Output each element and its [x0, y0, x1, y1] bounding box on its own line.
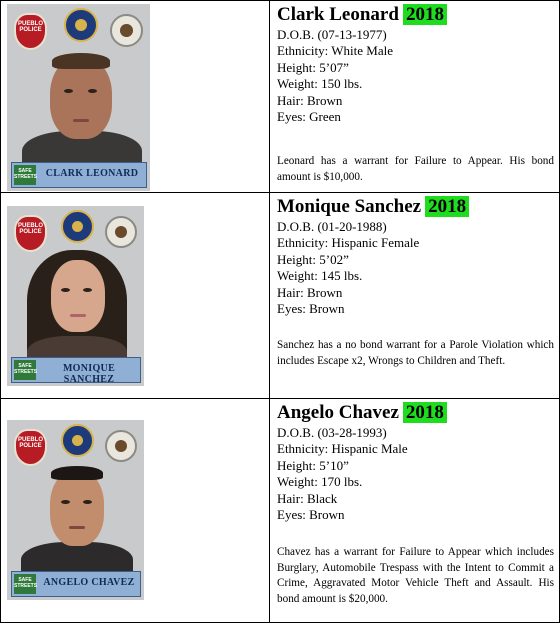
dob: D.O.B. (03-28-1993)	[277, 425, 387, 440]
weight: Weight: 170 lbs.	[277, 474, 363, 490]
year-highlight: 2018	[403, 402, 447, 423]
info-cell	[271, 193, 559, 398]
us-marshals-seal-icon	[105, 216, 137, 248]
photo-cell	[1, 1, 270, 192]
dob: D.O.B. (07-13-1977)	[277, 27, 387, 42]
safe-streets-logo-icon: SAFE STREETS	[14, 360, 36, 380]
warrant-note: Leonard has a warrant for Failure to Appear. His bond amount is $10,000.	[277, 155, 554, 183]
ethnicity: Ethnicity: White Male	[277, 43, 394, 59]
fbi-seal-icon	[64, 8, 98, 42]
year-highlight: 2018	[425, 196, 469, 217]
warrant-note: Sanchez has a no bond warrant for a Parole Violation which includes Escape x2, Wrongs to Children and Theft.	[277, 339, 554, 367]
ethnicity: Ethnicity: Hispanic Female	[277, 235, 420, 251]
eyes: Eyes: Brown	[277, 507, 345, 523]
weight: Weight: 150 lbs.	[277, 76, 363, 92]
mugshot-photo	[17, 49, 147, 167]
police-badge-icon: PUEBLO POLICE	[14, 429, 47, 466]
ethnicity: Ethnicity: Hispanic Male	[277, 441, 408, 457]
banner-name: CLARK LEONARD	[45, 168, 139, 179]
mugshot-card	[7, 420, 144, 600]
hair: Hair: Brown	[277, 284, 343, 300]
eyes: Eyes: Green	[277, 109, 341, 125]
name-banner	[11, 357, 141, 383]
height: Height: 5’10”	[277, 457, 349, 473]
suspect-name	[277, 401, 555, 425]
height: Height: 5’07”	[277, 59, 349, 75]
info-cell	[271, 399, 559, 622]
suspect-name	[277, 195, 555, 219]
table-row	[1, 399, 559, 622]
police-badge-icon: PUEBLO POLICE	[14, 13, 47, 50]
name-banner	[11, 571, 141, 597]
info-cell	[271, 1, 559, 192]
us-marshals-seal-icon	[105, 430, 137, 462]
safe-streets-logo-icon: SAFE STREETS	[14, 165, 36, 185]
table-row	[1, 193, 559, 399]
weight: Weight: 145 lbs.	[277, 268, 363, 284]
mugshot-card	[7, 206, 144, 386]
hair: Hair: Black	[277, 490, 338, 506]
suspect-name	[277, 3, 555, 27]
mugshot-card	[7, 4, 150, 191]
warrant-note: Chavez has a warrant for Failure to Appear which includes Burglary, Automobile Trespass with the Intent to Commit a Crime, Aggravated Motor Vehicle Theft and Assault. His bond amount is $20,000.	[277, 546, 554, 605]
fbi-seal-icon	[61, 210, 94, 243]
us-marshals-seal-icon	[110, 14, 143, 47]
hair: Hair: Brown	[277, 92, 343, 108]
banner-name: MONIQUE SANCHEZ	[62, 363, 116, 385]
height: Height: 5’02”	[277, 251, 349, 267]
name-banner	[11, 162, 147, 188]
year-highlight: 2018	[403, 4, 447, 25]
banner-name: ANGELO CHAVEZ	[43, 577, 135, 588]
name-text: Angelo Chavez	[277, 402, 399, 423]
eyes: Eyes: Brown	[277, 301, 345, 317]
police-badge-icon: PUEBLO POLICE	[14, 215, 47, 252]
mugshot-photo	[13, 464, 141, 576]
photo-cell	[1, 399, 270, 622]
dob: D.O.B. (01-20-1988)	[277, 219, 387, 234]
mugshot-photo	[13, 250, 141, 362]
safe-streets-logo-icon: SAFE STREETS	[14, 574, 36, 594]
name-text: Clark Leonard	[277, 4, 399, 25]
photo-cell	[1, 193, 270, 398]
table-row	[1, 1, 559, 193]
name-text: Monique Sanchez	[277, 196, 422, 217]
fbi-seal-icon	[61, 424, 94, 457]
